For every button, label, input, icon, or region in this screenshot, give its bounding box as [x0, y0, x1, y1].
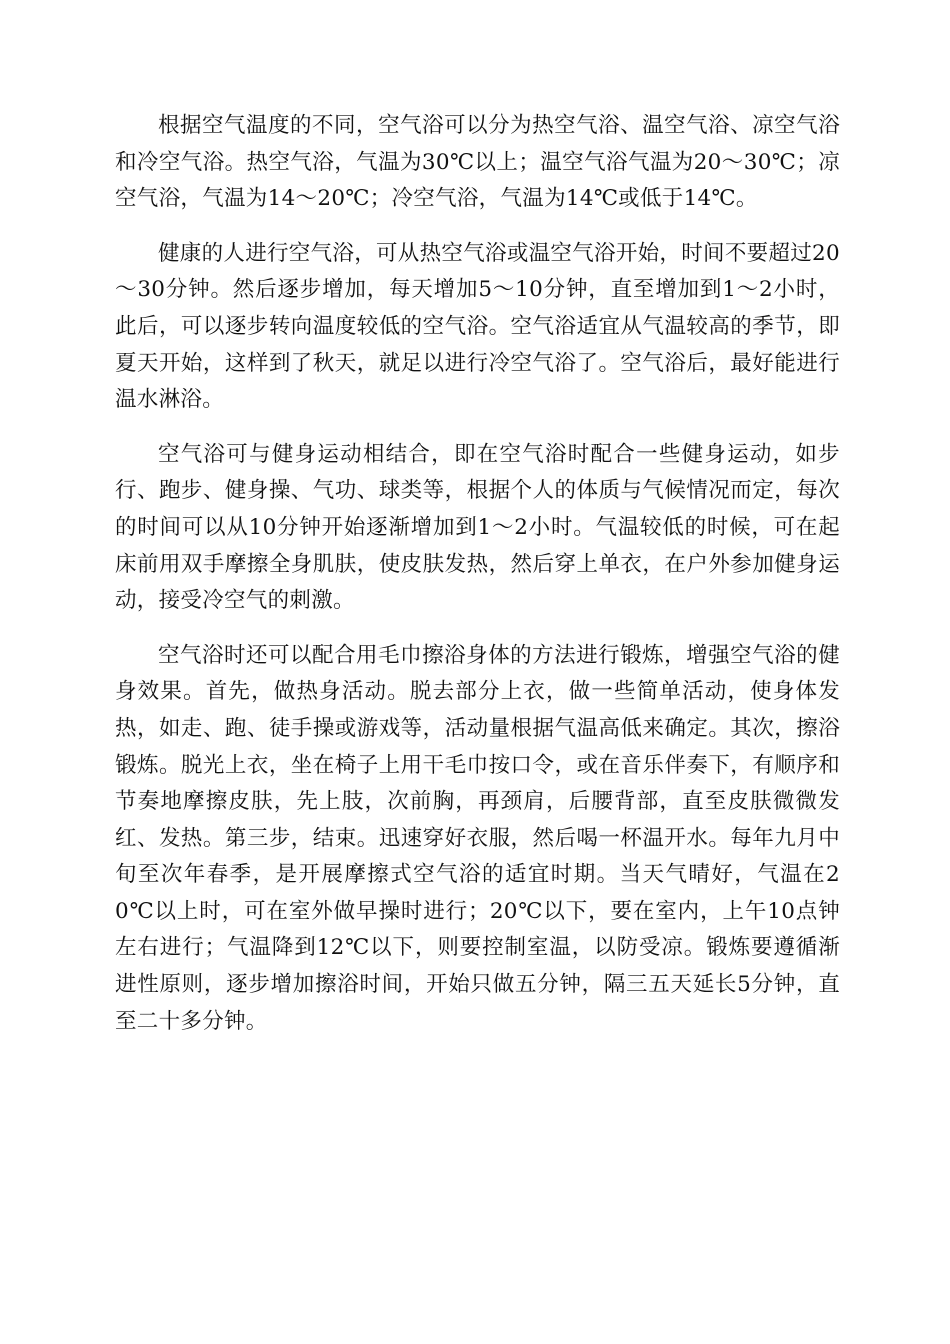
paragraph-towel-rubbing: 空气浴时还可以配合用毛巾擦浴身体的方法进行锻炼，增强空气浴的健身效果。首先，做热身活动。脱去部分上衣，做一些简单活动，使身体发热，如走、跑、徒手操或游戏等，活动量根据气温高低来确定。其次，擦浴锻炼。脱光上衣，坐在椅子上用干毛巾按口令，或在音乐伴奏下，有顺序和节奏地摩擦皮肤，先上肢，次前胸，再颈肩，后腰背部，直至皮肤微微发红、发热。第三步，结束。迅速穿好衣服，然后喝一杯温开水。每年九月中旬至次年春季，是开展摩擦式空气浴的适宜时期。当天气晴好，气温在20℃以上时，可在室外做早操时进行；20℃以下，要在室内，上午10点钟左右进行；气温降到12℃以下，则要控制室温，以防受凉。锻炼要遵循渐进性原则，逐步增加擦浴时间，开始只做五分钟，隔三五天延长5分钟，直至二十多分钟。	[115, 642, 840, 1034]
document-body	[115, 108, 840, 1058]
paragraph-combine-with-exercise: 空气浴可与健身运动相结合，即在空气浴时配合一些健身运动，如步行、跑步、健身操、气功、球类等，根据个人的体质与气候情况而定，每次的时间可以从10分钟开始逐渐增加到1～2小时。气温较低的时候，可在起床前用双手摩擦全身肌肤，使皮肤发热，然后穿上单衣，在户外参加健身运动，接受冷空气的刺激。	[115, 441, 840, 614]
paragraph-healthy-people-start: 健康的人进行空气浴，可从热空气浴或温空气浴开始，时间不要超过20～30分钟。然后逐步增加，每天增加5～10分钟，直至增加到1～2小时，此后，可以逐步转向温度较低的空气浴。空气浴适宜从气温较高的季节，即夏天开始，这样到了秋天，就足以进行冷空气浴了。空气浴后，最好能进行温水淋浴。	[115, 240, 840, 413]
paragraph-air-bath-types: 根据空气温度的不同，空气浴可以分为热空气浴、温空气浴、凉空气浴和冷空气浴。热空气浴，气温为30℃以上；温空气浴气温为20～30℃；凉空气浴，气温为14～20℃；冷空气浴，气温为14℃或低于14℃。	[115, 113, 840, 212]
